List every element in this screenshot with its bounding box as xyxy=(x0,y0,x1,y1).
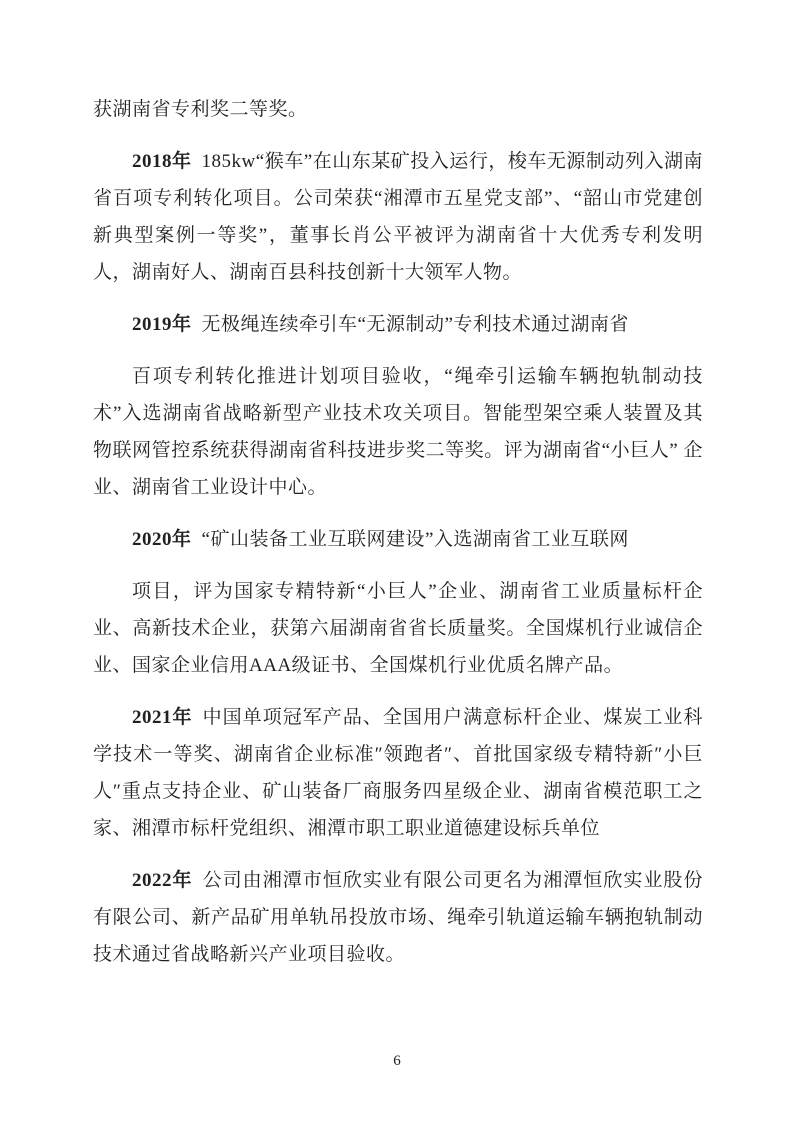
paragraph-2020-continuation xyxy=(93,573,703,684)
paragraph-text: 公司由湘潭市恒欣实业有限公司更名为湘潭恒欣实业股份有限公司、新产品矿用单轨吊投放市场、绳牵引轨道运输车辆抱轨制动技术通过省战略新兴产业项目验收。 xyxy=(93,870,703,965)
paragraph-2022 xyxy=(93,862,703,973)
year-label-2020: 2020年 xyxy=(132,529,192,550)
paragraph-2018 xyxy=(93,143,703,291)
year-label-2021: 2021年 xyxy=(132,707,193,728)
paragraph-2019-continuation xyxy=(93,358,703,506)
year-label-2018: 2018年 xyxy=(132,151,192,172)
paragraph-2020 xyxy=(93,521,703,558)
year-label-2019: 2019年 xyxy=(132,314,192,335)
paragraph-text: 项目，评为国家专精特新“小巨人”企业、湖南省工业质量标杆企业、高新技术企业，获第六届湖南省省长质量奖。全国煤机行业诚信企业、国家企业信用AAA级证书、全国煤机行业优质名牌产品。 xyxy=(93,581,703,676)
paragraph-text: 无极绳连续牵引车“无源制动”专利技术通过湖南省 xyxy=(201,314,629,335)
page-number: 6 xyxy=(393,1053,401,1069)
paragraph-text: 百项专利转化推进计划项目验收，“绳牵引运输车辆抱轨制动技术”入选湖南省战略新型产业技术攻关项目。智能型架空乘人装置及其物联网管控系统获得湖南省科技进步奖二等奖。评为湖南省“小巨人” 企业、湖南省工业设计中心。 xyxy=(93,366,703,498)
paragraph-text: 185kw“猴车”在山东某矿投入运行，梭车无源制动列入湖南省百项专利转化项目。公司荣获“湘潭市五星党支部”、“韶山市党建创新典型案例一等奖”，董事长肖公平被评为湖南省十大优秀专利发明人，湖南好人、湖南百县科技创新十大领军人物。 xyxy=(93,151,703,283)
paragraph-text: 中国单项冠军产品、全国用户满意标杆企业、煤炭工业科学技术一等奖、湖南省企业标准″领跑者″、首批国家级专精特新″小巨人″重点支持企业、矿山装备厂商服务四星级企业、湖南省模范职工之家、湘潭市标杆党组织、湘潭市职工职业道德建设标兵单位 xyxy=(93,707,703,839)
paragraph-2021 xyxy=(93,699,703,847)
paragraph-text: “矿山装备工业互联网建设”入选湖南省工业互联网 xyxy=(201,529,629,550)
page-content xyxy=(93,91,703,988)
paragraph-2019 xyxy=(93,306,703,343)
year-label-2022: 2022年 xyxy=(132,870,193,891)
paragraph-continuation xyxy=(93,91,703,128)
paragraph-text: 获湖南省专利奖二等奖。 xyxy=(93,99,308,120)
